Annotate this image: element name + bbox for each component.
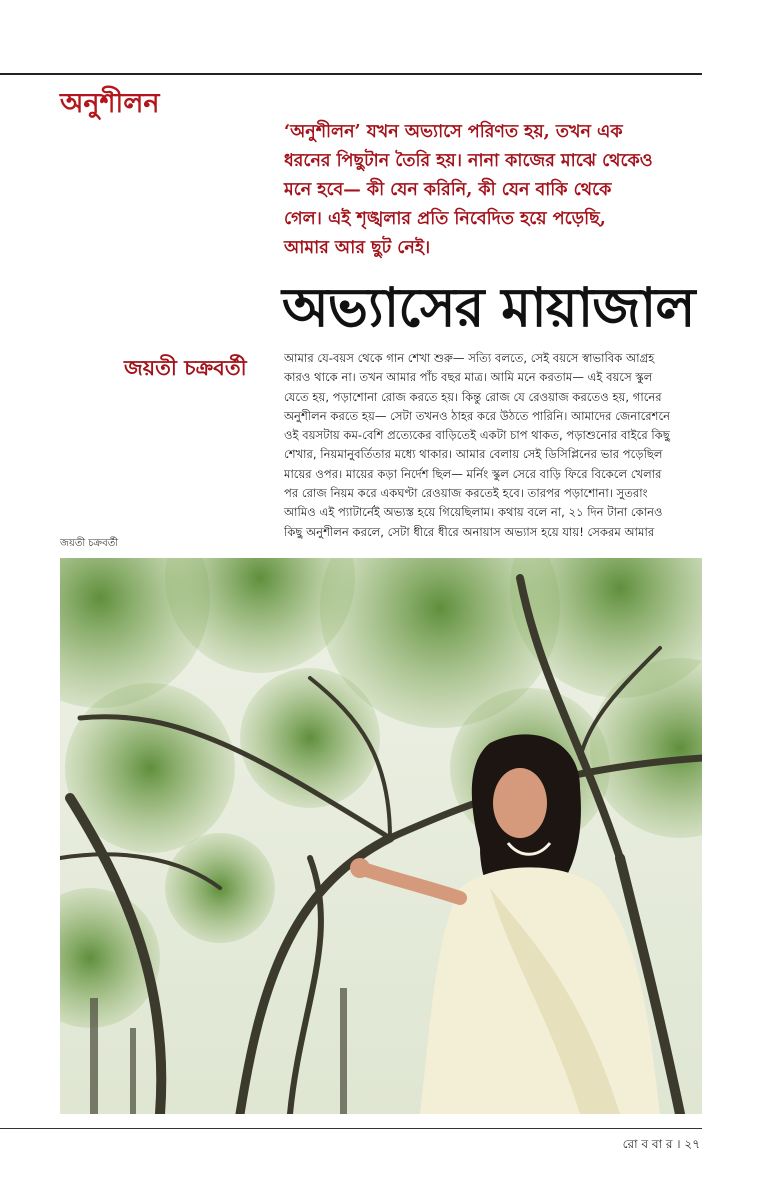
body-line: অনুশীলন করতে হয়— সেটা তখনও ঠাহর করে উঠতে পারিনি। আমাদের জেনারেশনে [284,408,671,423]
portrait-photo [60,558,702,1114]
section-label: অনুশীলন [60,88,160,119]
body-line: শেখার, নিয়মানুবর্তিতার মধ্যে থাকার। আমার বেলায় সেই ডিসিপ্লিনের ভার পড়েছিল [284,447,663,462]
body-line: আমার যে-বয়স থেকে গান শেখা শুরু— সত্যি বলতে, সেই বয়সে স্বাভাবিক আগ্রহ [284,351,655,365]
author-byline: জয়তী চক্রবর্তী [124,355,247,380]
body-line: কারও থাকে না। তখন আমার পাঁচ বছর মাত্র। আমি মনে করতাম— এই বয়সে স্কুল [284,370,653,385]
pull-quote-line: ‘অনুশীলন’ যখন অভ্যাসে পরিণত হয়, তখন এক [284,122,623,142]
body-line: মায়ের ওপর। মায়ের কড়া নির্দেশ ছিল— মর্নিং স্কুল সেরে বাড়ি ফিরে বিকেলে খেলার [284,466,662,481]
pull-quote-line: আমার আর ছুট নেই। [284,238,431,258]
photo-caption: জয়তী চক্রবর্তী [60,538,119,549]
page-folio: রো ব বা র । ২৭ [622,1137,700,1151]
pull-quote-line: গেল। এই শৃঙ্খলার প্রতি নিবেদিত হয়ে পড়েছি, [284,209,606,229]
headline: অভ্যাসের মায়াজাল [282,275,695,339]
body-line: যেতে হয়, পড়াশোনা রোজ করতে হয়। কিন্তু রোজ যে রেওয়াজ করতেও হয়, গানের [284,389,662,404]
body-line: আমিও এই প্যাটার্নেই অভ্যস্ত হয়ে গিয়েছিলাম। কথায় বলে না, ২১ দিন টানা কোনও [284,505,663,520]
body-line: পর রোজ নিয়ম করে একঘণ্টা রেওয়াজ করতেই হবে। তারপর পড়াশোনা। সুতরাং [284,486,648,501]
pull-quote-line: মনে হবে— কী যেন করিনি, কী যেন বাকি থেকে [284,180,612,200]
body-line: ওই বয়সটায় কম-বেশি প্রত্যেকের বাড়িতেই একটা চাপ থাকত, পড়াশুনোর বাইরে কিছু [284,428,670,443]
body-line: কিছু অনুশীলন করলে, সেটা ধীরে ধীরে অনায়াস অভ্যাস হয়ে যায়! সেকরম আমার [284,524,655,539]
bottom-rule [0,1128,702,1129]
pull-quote [284,118,704,263]
article-body [284,349,704,542]
top-rule [0,73,702,75]
pull-quote-line: ধরনের পিছুটান তৈরি হয়। নানা কাজের মাঝে থেকেও [284,151,653,171]
